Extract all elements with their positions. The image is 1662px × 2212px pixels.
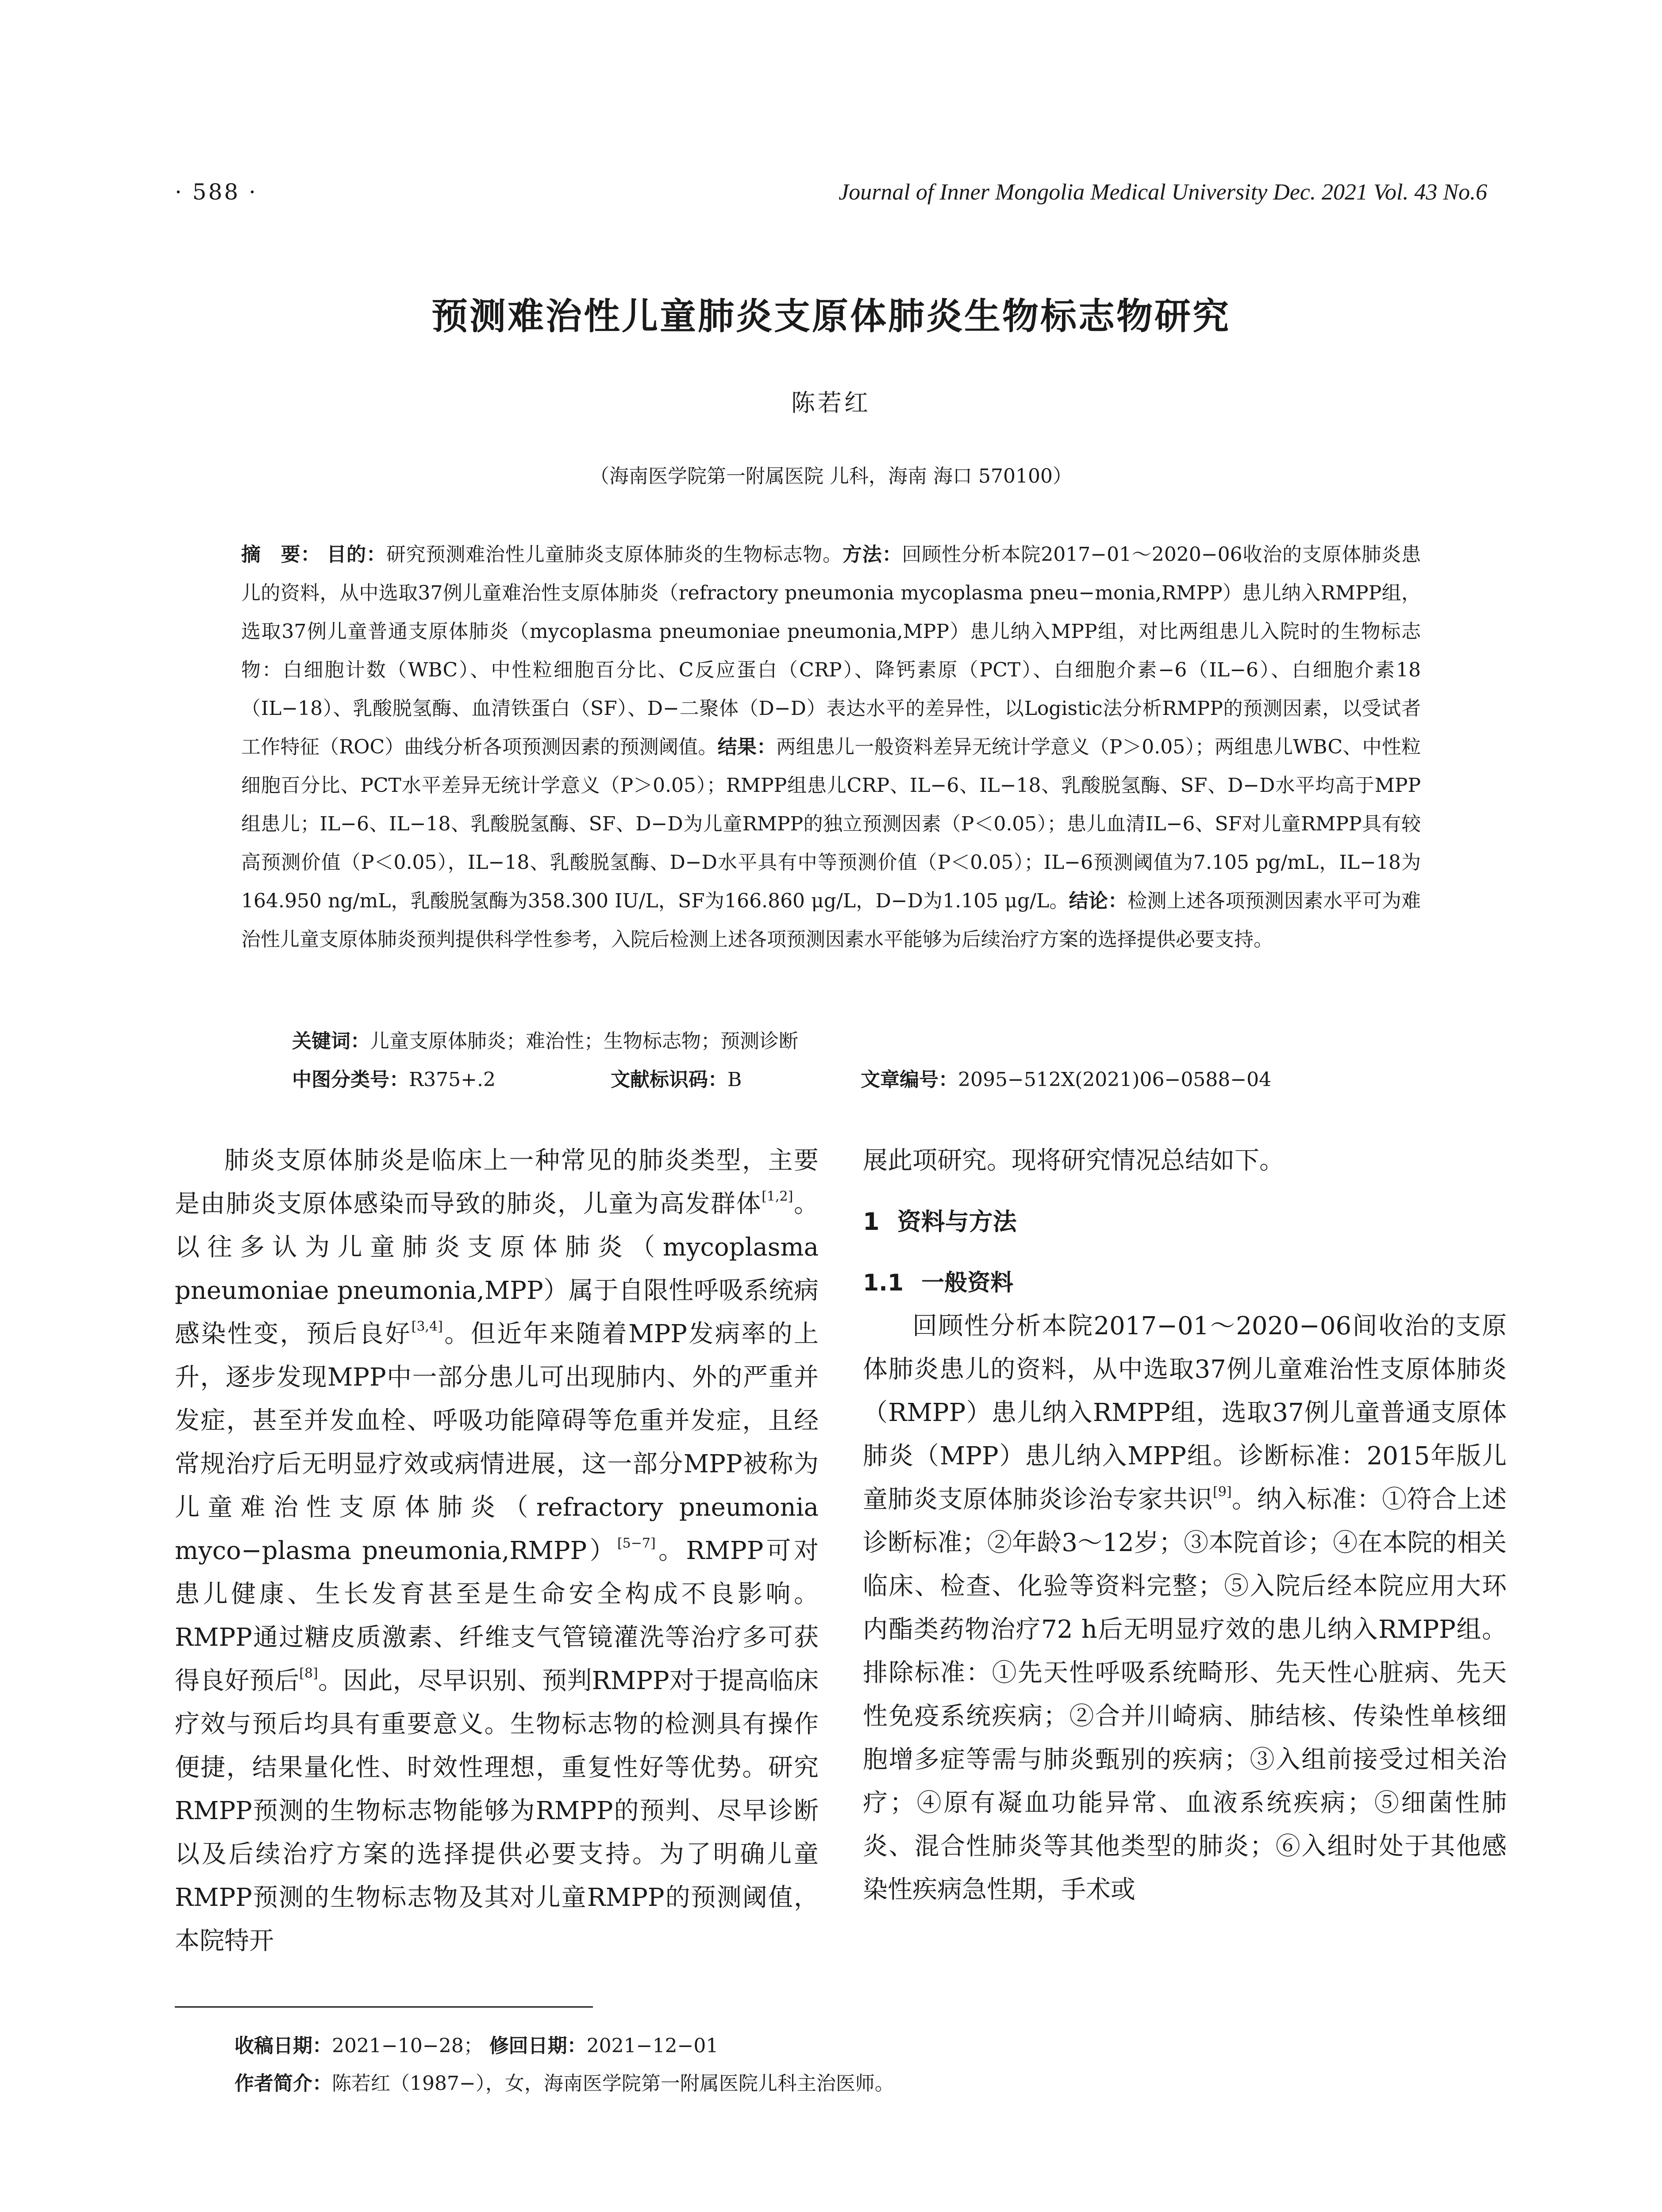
- doc-label: 文献标识码：: [611, 1068, 727, 1091]
- subsection-title: 一般资料: [921, 1270, 1014, 1296]
- doc-code: [611, 1060, 742, 1099]
- revised-date: 2021−12−01: [586, 2035, 719, 2057]
- subsection-number: 1.1: [863, 1270, 904, 1296]
- body-column-left: [175, 1139, 819, 1963]
- citation: [3,4]: [411, 1319, 443, 1334]
- received-date: 2021−10−28；: [332, 2035, 483, 2057]
- general-text-1: 回顾性分析本院2017−01～2020−06间收治的支原体肺炎患儿的资料，从中选取37例儿童难治性支原体肺炎（RMPP）患儿纳入RMPP组，选取37例儿童普通支原体肺炎（MPP）患儿纳入MPP组。诊断标准：2015年版儿童肺炎支原体肺炎诊治专家共识: [863, 1312, 1507, 1514]
- bio-label: 作者简介：: [235, 2072, 332, 2095]
- citation: [9]: [1213, 1484, 1232, 1500]
- section-heading: [863, 1200, 1507, 1244]
- citation: [8]: [299, 1666, 318, 1681]
- revised-label: 修回日期：: [489, 2035, 587, 2057]
- footnote-dates: [235, 2031, 718, 2062]
- results-text: 两组患儿一般资料差异无统计学意义（P＞0.05）；两组患儿WBC、中性粒细胞百分比、PCT水平差异无统计学意义（P＞0.05）；RMPP组患儿CRP、IL−6、IL−18、乳酸脱氢酶、SF、D−D水平均高于MPP组患儿；IL−6、IL−18、乳酸脱氢酶、SF、D−D为儿童RMPP的独立预测因素（P＜0.05）；患儿血清IL−6、SF对儿童RMPP具有较高预测价值（P＜0.05），IL−18、乳酸脱氢酶、D−D水平具有中等预测价值（P＜0.05）；IL−6预测阈值为7.105 pg/mL，IL−18为164.950 ng/mL，乳酸脱氢酶为358.300 IU/L，SF为166.860 μg/L，D−D为1.105 μg/L。: [241, 736, 1421, 912]
- citation: [1,2]: [762, 1189, 793, 1204]
- intro-text-5: 。因此，尽早识别、预判RMPP对于提高临床疗效与预后均具有重要意义。生物标志物的检测具有操作便捷，结果量化性、时效性理想，重复性好等优势。研究RMPP预测的生物标志物能够为RMPP的预判、尽早诊断以及后续治疗方案的选择提供必要支持。为了明确儿童RMPP预测的生物标志物及其对儿童RMPP的预测阈值，本院特开: [175, 1667, 819, 1955]
- subsection-heading: [863, 1261, 1507, 1305]
- intro-text-3: 。但近年来随着MPP发病率的上升，逐步发现MPP中一部分患儿可出现肺内、外的严重并发症，甚至并发血栓、呼吸功能障碍等危重并发症，且经常规治疗后无明显疗效或病情进展，这一部分MPP被称为儿童难治性支原体肺炎（refractory pneumonia myco−plasma pneumonia,RMPP）: [175, 1320, 819, 1565]
- page-number: · 588 ·: [175, 179, 258, 205]
- received-label: 收稿日期：: [235, 2035, 332, 2057]
- article-value: 2095−512X(2021)06−0588−04: [958, 1068, 1272, 1091]
- objective-text: 研究预测难治性儿童肺炎支原体肺炎的生物标志物。: [386, 543, 843, 566]
- affiliation: （海南医学院第一附属医院 儿科，海南 海口 570100）: [590, 465, 1072, 488]
- keywords: [292, 1022, 1421, 1060]
- footnote-rule: [175, 2006, 593, 2008]
- intro-text-2: 。以往多认为儿童肺炎支原体肺炎（mycoplasma pneumoniae pneumonia,MPP）属于自限性呼吸系统病感染性变，预后良好: [175, 1190, 819, 1348]
- footnote-author-bio: [235, 2068, 894, 2099]
- intro-continuation: 展此项研究。现将研究情况总结如下。: [863, 1146, 1284, 1175]
- conclusion-label: 结论：: [1069, 890, 1128, 912]
- citation: [5−7]: [617, 1536, 656, 1551]
- methods-label: 方法：: [842, 543, 902, 566]
- intro-text-4: 。RMPP可对患儿健康、生长发育甚至是生命安全构成不良影响。RMPP通过糖皮质激素、纤维支气管镜灌洗等治疗多可获得良好预后: [175, 1536, 819, 1695]
- general-info-paragraph: [863, 1305, 1507, 1912]
- author-name: 陈若红: [791, 389, 871, 417]
- bio-text: 陈若红（1987−），女，海南医学院第一附属医院儿科主治医师。: [332, 2072, 894, 2095]
- body-column-right: [863, 1139, 1507, 1912]
- section-title: 资料与方法: [897, 1208, 1017, 1236]
- conclusion-text: 检测上述各项预测因素水平可为难治性儿童支原体肺炎预判提供科学性参考，入院后检测上述各项预测因素水平能够为后续治疗方案的选择提供必要支持。: [241, 890, 1421, 951]
- abstract: [241, 535, 1421, 959]
- article-label: 文章编号：: [861, 1068, 958, 1091]
- article-number: [861, 1060, 1271, 1099]
- keywords-label: 关键词：: [292, 1030, 370, 1052]
- objective-label: 目的：: [327, 543, 386, 566]
- section-number: 1: [863, 1208, 880, 1236]
- clc-label: 中图分类号：: [292, 1068, 409, 1091]
- general-text-2: 。纳入标准：①符合上述诊断标准；②年龄3～12岁；③本院首诊；④在本院的相关临床、检查、化验等资料完整；⑤入院后经本院应用大环内酯类药物治疗72 h后无明显疗效的患儿纳入RMPP组。排除标准：①先天性呼吸系统畸形、先天性心脏病、先天性免疫系统疾病；②合并川崎病、肺结核、传染性单核细胞增多症等需与肺炎甄别的疾病；③入组前接受过相关治疗；④原有凝血功能异常、血液系统疾病；⑤细菌性肺炎、混合性肺炎等其他类型的肺炎；⑥入组时处于其他感染性疾病急性期，手术或: [863, 1485, 1507, 1904]
- intro-text-1: 肺炎支原体肺炎是临床上一种常见的肺炎类型，主要是由肺炎支原体感染而导致的肺炎，儿童为高发群体: [175, 1146, 819, 1218]
- clc-value: R375+.2: [409, 1068, 496, 1091]
- abstract-label: 摘 要：: [241, 543, 321, 566]
- clc-code: [292, 1060, 496, 1099]
- keywords-text: 儿童支原体肺炎；难治性；生物标志物；预测诊断: [370, 1030, 798, 1052]
- results-label: 结果：: [717, 736, 777, 758]
- intro-paragraph: [175, 1139, 819, 1963]
- doc-value: B: [727, 1068, 742, 1091]
- methods-text: 回顾性分析本院2017−01～2020−06收治的支原体肺炎患儿的资料，从中选取37例儿童难治性支原体肺炎（refractory pneumonia mycoplasma pneu−monia,RMPP）患儿纳入RMPP组，选取37例儿童普通支原体肺炎（mycoplasma pneumoniae pneumonia,MPP）患儿纳入MPP组，对比两组患儿入院时的生物标志物：白细胞计数（WBC）、中性粒细胞百分比、C反应蛋白（CRP）、降钙素原（PCT）、白细胞介素−6（IL−6）、白细胞介素18（IL−18）、乳酸脱氢酶、血清铁蛋白（SF）、D−二聚体（D−D）表达水平的差异性，以Logistic法分析RMPP的预测因素，以受试者工作特征（ROC）曲线分析各项预测因素的预测阈值。: [241, 543, 1421, 758]
- journal-header: Journal of Inner Mongolia Medical University Dec. 2021 Vol. 43 No.6: [839, 180, 1487, 205]
- paper-title: 预测难治性儿童肺炎支原体肺炎生物标志物研究: [431, 296, 1231, 338]
